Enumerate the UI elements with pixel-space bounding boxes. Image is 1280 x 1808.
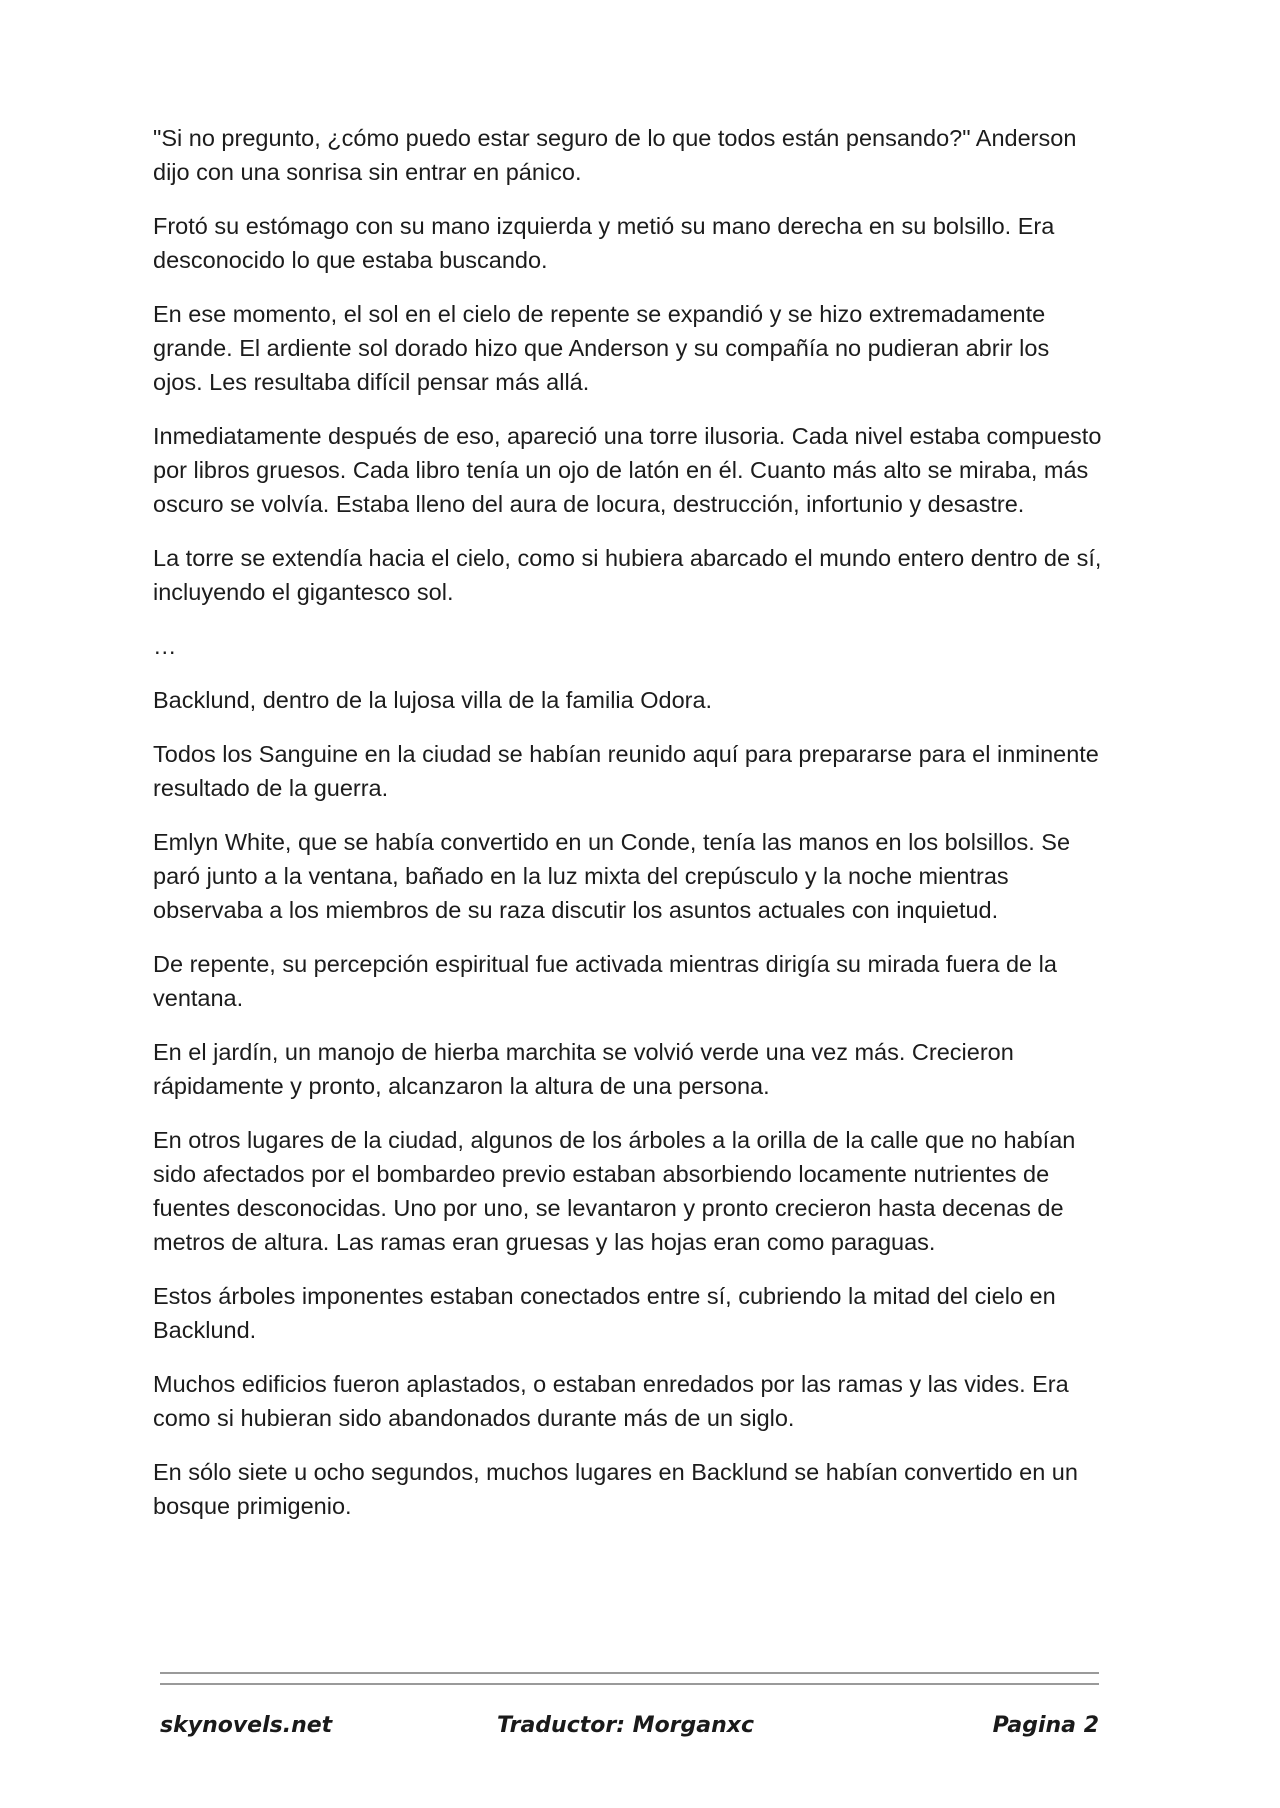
footer-divider-top — [160, 1672, 1099, 1674]
paragraph: Frotó su estómago con su mano izquierda y metió su mano derecha en su bolsillo. Era desconocido lo que estaba buscando. — [153, 213, 1055, 273]
footer-divider-bottom — [160, 1683, 1099, 1685]
paragraph: Estos árboles imponentes estaban conectados entre sí, cubriendo la mitad del cielo en Backlund. — [153, 1283, 1056, 1343]
paragraph: De repente, su percepción espiritual fue activada mientras dirigía su mirada fuera de la ventana. — [153, 951, 1057, 1011]
paragraph: En sólo siete u ocho segundos, muchos lugares en Backlund se habían convertido en un bosque primigenio. — [153, 1459, 1078, 1519]
paragraph: Backlund, dentro de la lujosa villa de la familia Odora. — [153, 687, 713, 713]
paragraph: Muchos edificios fueron aplastados, o estaban enredados por las ramas y las vides. Era como si hubieran sido abandonados durante más de un siglo. — [153, 1371, 1069, 1431]
page-footer — [160, 1713, 1099, 1747]
paragraph: En otros lugares de la ciudad, algunos de los árboles a la orilla de la calle que no habían sido afectados por el bombardeo previo estaban absorbiendo locamente nutrientes de fuentes desconocidas. Uno por uno, se levantaron y pronto crecieron hasta decenas de metros de altura. Las ramas eran gruesas y las hojas eran como paraguas. — [153, 1127, 1076, 1255]
footer-translator: Traductor: Morganxc — [497, 1713, 755, 1738]
footer-site: skynovels.net — [160, 1713, 333, 1738]
paragraph: La torre se extendía hacia el cielo, como si hubiera abarcado el mundo entero dentro de sí, incluyendo el gigantesco sol. — [153, 545, 1102, 605]
paragraph: Inmediatamente después de eso, apareció una torre ilusoria. Cada nivel estaba compuesto por libros gruesos. Cada libro tenía un ojo de latón en él. Cuanto más alto se miraba, más oscuro se volvía. Estaba lleno del aura de locura, destrucción, infortunio y desastre. — [153, 423, 1102, 517]
scene-break: … — [153, 633, 177, 659]
paragraph: "Si no pregunto, ¿cómo puedo estar seguro de lo que todos están pensando?" Anderson dijo con una sonrisa sin entrar en pánico. — [153, 125, 1077, 185]
document-body — [153, 121, 1103, 1543]
paragraph: En ese momento, el sol en el cielo de repente se expandió y se hizo extremadamente grande. El ardiente sol dorado hizo que Anderson y su compañía no pudieran abrir los ojos. Les resultaba difícil pensar más allá. — [153, 301, 1050, 395]
paragraph: Todos los Sanguine en la ciudad se habían reunido aquí para prepararse para el inminente resultado de la guerra. — [153, 741, 1099, 801]
paragraph: Emlyn White, que se había convertido en un Conde, tenía las manos en los bolsillos. Se paró junto a la ventana, bañado en la luz mixta del crepúsculo y la noche mientras observaba a los miembros de su raza discutir los asuntos actuales con inquietud. — [153, 829, 1071, 923]
footer-page-number: Pagina 2 — [992, 1713, 1099, 1738]
paragraph: En el jardín, un manojo de hierba marchita se volvió verde una vez más. Crecieron rápidamente y pronto, alcanzaron la altura de una persona. — [153, 1039, 1014, 1099]
